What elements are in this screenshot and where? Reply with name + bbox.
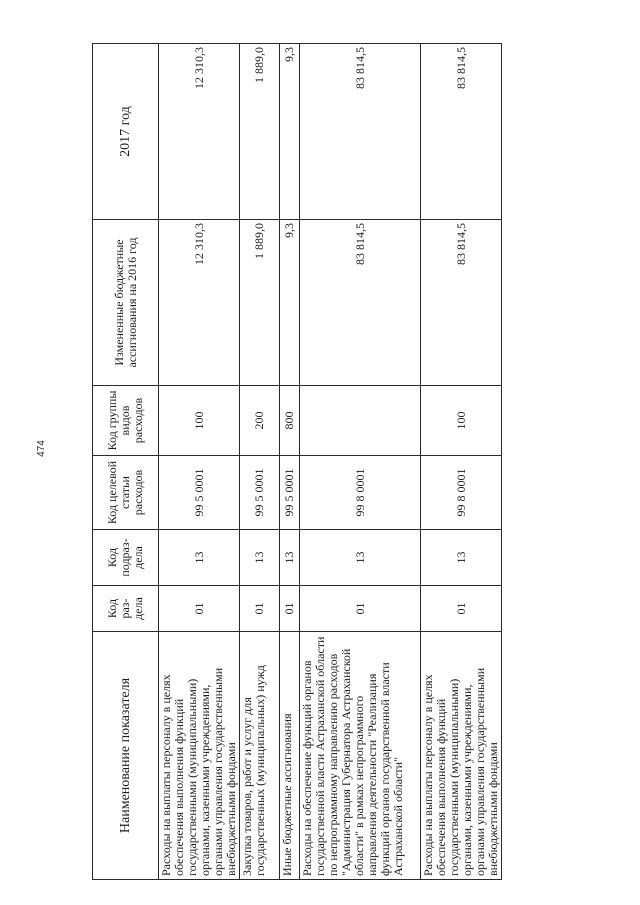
row-year-2017: 83 814,5 (300, 44, 421, 220)
row-section: 01 (280, 586, 300, 632)
table-header-row (93, 44, 159, 880)
row-alloc-2016: 83 814,5 (421, 220, 502, 386)
row-target: 99 8 0001 (421, 456, 502, 530)
row-section: 01 (159, 586, 240, 632)
row-subsection: 13 (159, 530, 240, 586)
header-section: Код раз-дела (93, 586, 159, 632)
table-row (240, 44, 280, 880)
row-group: 100 (159, 386, 240, 456)
row-group: 100 (421, 386, 502, 456)
header-group: Код группы видов расходов (93, 386, 159, 456)
header-subsection: Код подраз-дела (93, 530, 159, 586)
row-target: 99 5 0001 (280, 456, 300, 530)
header-alloc-2016: Измененные бюджетные ассигнования на 2016 год (93, 220, 159, 386)
row-name: Иные бюджетные ассигнования (280, 632, 300, 880)
row-section: 01 (300, 586, 421, 632)
row-group: 200 (240, 386, 280, 456)
header-target: Код целевой статьи расходов (93, 456, 159, 530)
row-subsection: 13 (240, 530, 280, 586)
row-group: 800 (280, 386, 300, 456)
row-name: Закупка товаров, работ и услуг для государственных (муниципальных) нужд (240, 632, 280, 880)
row-section: 01 (240, 586, 280, 632)
row-target: 99 5 0001 (240, 456, 280, 530)
row-name: Расходы на выплаты персоналу в целях обеспечения выполнения функций государственными (муниципальными) органами, казенными учреждениями, органами управления государственными внебюджетными фондами (421, 632, 502, 880)
header-year-2017: 2017 год (93, 44, 159, 220)
budget-table (92, 43, 502, 880)
row-subsection: 13 (421, 530, 502, 586)
row-group (300, 386, 421, 456)
row-year-2017: 1 889,0 (240, 44, 280, 220)
header-name: Наименование показателя (93, 632, 159, 880)
row-alloc-2016: 1 889,0 (240, 220, 280, 386)
table-row (280, 44, 300, 880)
table-row (300, 44, 421, 880)
table-row (159, 44, 240, 880)
row-name: Расходы на выплаты персоналу в целях обеспечения выполнения функций государственными (муниципальными) органами, казенными учреждениями, органами управления государственными внебюджетными фондами (159, 632, 240, 880)
row-alloc-2016: 83 814,5 (300, 220, 421, 386)
rotated-table-container (92, 44, 498, 880)
page-number: 474 (35, 440, 47, 457)
row-target: 99 5 0001 (159, 456, 240, 530)
row-year-2017: 9,3 (280, 44, 300, 220)
row-year-2017: 12 310,3 (159, 44, 240, 220)
row-target: 99 8 0001 (300, 456, 421, 530)
row-year-2017: 83 814,5 (421, 44, 502, 220)
row-name: Расходы на обеспечение функций органов государственной власти Астраханской области по непрограммному направлению расходов "Администрация Губернатора Астраханской области" в рамках непрограммного направления деятельности "Реализация функций органов государственной власти Астраханской области" (300, 632, 421, 880)
table-row (421, 44, 502, 880)
row-alloc-2016: 9,3 (280, 220, 300, 386)
row-section: 01 (421, 586, 502, 632)
row-alloc-2016: 12 310,3 (159, 220, 240, 386)
row-subsection: 13 (300, 530, 421, 586)
row-subsection: 13 (280, 530, 300, 586)
